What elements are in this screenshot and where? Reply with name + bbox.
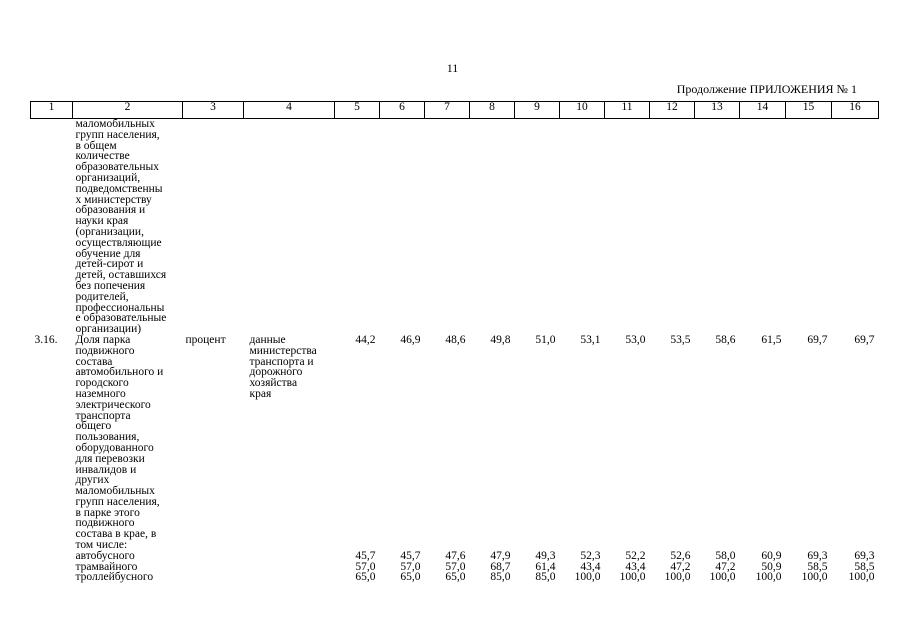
value-cell: 61,5 bbox=[761, 333, 782, 346]
value-cell: 49,3 bbox=[535, 549, 556, 562]
text-line: детей-сирот и bbox=[75, 258, 144, 271]
continuation-row bbox=[31, 119, 879, 335]
text-line: хозяйства bbox=[249, 377, 298, 390]
text-line: обучение для bbox=[75, 247, 141, 260]
value-cell: 49,8 bbox=[490, 333, 511, 346]
text-line: края bbox=[249, 387, 272, 400]
text-line: транспорта bbox=[75, 409, 131, 422]
value-cell: 47,6 bbox=[445, 549, 466, 562]
value-cell: 100,0 bbox=[801, 571, 828, 584]
value-cell: 100,0 bbox=[619, 571, 646, 584]
text-line: автомобильного и bbox=[75, 366, 164, 379]
header-cell: 2 bbox=[73, 102, 183, 119]
value-cell: 85,0 bbox=[535, 571, 556, 584]
header-cell: 12 bbox=[650, 102, 695, 119]
header-cell: 7 bbox=[425, 102, 470, 119]
header-cell: 4 bbox=[244, 102, 335, 119]
text-line: е образовательные bbox=[75, 312, 167, 325]
value-cell: 58,0 bbox=[715, 549, 736, 562]
value-cell: 57,0 bbox=[355, 560, 376, 573]
text-line: наземного bbox=[75, 387, 126, 400]
indicator-number: 3.16. bbox=[34, 333, 58, 346]
value-cell: 52,6 bbox=[670, 549, 691, 562]
text-line: количестве bbox=[75, 150, 130, 163]
value-cell: 100,0 bbox=[848, 571, 875, 584]
value-cell: 68,7 bbox=[490, 560, 511, 573]
text-line: министерства bbox=[249, 344, 317, 357]
value-cell: 47,2 bbox=[670, 560, 691, 573]
text-line: Доля парка bbox=[75, 333, 131, 346]
value-cell: 65,0 bbox=[355, 571, 376, 584]
subrow-label: трамвайного bbox=[75, 560, 138, 573]
text-line: образования и bbox=[75, 204, 146, 217]
value-cell: 48,6 bbox=[445, 333, 466, 346]
value-cell: 45,7 bbox=[355, 549, 376, 562]
text-line: транспорта и bbox=[249, 355, 314, 368]
text-line: подвижного bbox=[75, 344, 135, 357]
subrow-trolleybus bbox=[31, 572, 879, 583]
text-line: состава bbox=[75, 355, 113, 368]
appendix-continuation-note: Продолжение ПРИЛОЖЕНИЯ № 1 bbox=[676, 82, 857, 96]
value-cell: 45,7 bbox=[400, 549, 421, 562]
value-cell: 50,9 bbox=[761, 560, 782, 573]
text-line: состава в крае, в bbox=[75, 528, 157, 541]
continuation-description bbox=[73, 119, 183, 335]
header-cell: 10 bbox=[560, 102, 605, 119]
value-cell: 61,4 bbox=[535, 560, 556, 573]
header-cell: 11 bbox=[605, 102, 650, 119]
value-cell: 100,0 bbox=[664, 571, 691, 584]
value-cell: 58,5 bbox=[807, 560, 828, 573]
text-line: (организации, bbox=[75, 225, 144, 238]
text-line: организаций, bbox=[75, 171, 141, 184]
text-line: без попечения bbox=[75, 279, 146, 292]
value-cell: 44,2 bbox=[355, 333, 376, 346]
header-cell: 15 bbox=[786, 102, 832, 119]
text-line: групп населения, bbox=[75, 495, 160, 508]
text-line: дорожного bbox=[249, 366, 303, 379]
value-cell: 43,4 bbox=[625, 560, 646, 573]
text-line: других bbox=[75, 474, 110, 487]
text-line: науки края bbox=[75, 215, 129, 228]
value-cell: 65,0 bbox=[445, 571, 466, 584]
value-cell: 53,1 bbox=[580, 333, 601, 346]
text-line: в парке этого bbox=[75, 506, 140, 519]
text-line: х министерству bbox=[75, 193, 152, 206]
header-cell: 1 bbox=[31, 102, 73, 119]
indicator-description bbox=[73, 335, 183, 551]
text-line: для перевозки bbox=[75, 452, 145, 465]
value-cell: 85,0 bbox=[490, 571, 511, 584]
subrow-label: автобусного bbox=[75, 549, 135, 562]
column-number-header-row bbox=[31, 102, 879, 119]
text-line: организации) bbox=[75, 323, 142, 336]
value-cell: 69,7 bbox=[854, 333, 875, 346]
value-cell: 69,3 bbox=[854, 549, 875, 562]
header-cell: 13 bbox=[695, 102, 740, 119]
value-cell: 58,5 bbox=[854, 560, 875, 573]
indicator-table bbox=[30, 101, 879, 583]
text-line: городского bbox=[75, 377, 129, 390]
value-cell: 57,0 bbox=[445, 560, 466, 573]
value-cell: 51,0 bbox=[535, 333, 556, 346]
indicator-source bbox=[244, 335, 335, 551]
text-line: электрического bbox=[75, 398, 151, 411]
value-cell: 100,0 bbox=[709, 571, 736, 584]
value-cell: 46,9 bbox=[400, 333, 421, 346]
value-cell: 47,9 bbox=[490, 549, 511, 562]
header-cell: 6 bbox=[380, 102, 425, 119]
text-line: общего bbox=[75, 420, 112, 433]
subrow-label: троллейбусного bbox=[75, 571, 154, 584]
text-line: осуществляющие bbox=[75, 236, 162, 249]
value-cell: 53,0 bbox=[625, 333, 646, 346]
text-line: маломобильных bbox=[75, 485, 155, 498]
text-line: маломобильных bbox=[75, 118, 155, 130]
value-cell: 47,2 bbox=[715, 560, 736, 573]
text-line: данные bbox=[249, 333, 286, 346]
value-cell: 43,4 bbox=[580, 560, 601, 573]
header-cell: 14 bbox=[740, 102, 786, 119]
header-cell: 9 bbox=[515, 102, 560, 119]
value-cell: 58,6 bbox=[715, 333, 736, 346]
text-line: пользования, bbox=[75, 431, 140, 444]
text-line: оборудованного bbox=[75, 441, 154, 454]
header-cell: 16 bbox=[832, 102, 879, 119]
text-line: детей, оставшихся bbox=[75, 269, 167, 282]
text-line: профессиональны bbox=[75, 301, 165, 314]
text-line: подвижного bbox=[75, 517, 135, 530]
value-cell: 100,0 bbox=[574, 571, 601, 584]
indicator-unit: процент bbox=[185, 333, 226, 346]
header-cell: 5 bbox=[335, 102, 380, 119]
text-line: том числе: bbox=[75, 539, 128, 552]
text-line: подведомственны bbox=[75, 182, 163, 195]
text-line: в общем bbox=[75, 139, 117, 152]
indicator-row bbox=[31, 335, 879, 551]
text-line: образовательных bbox=[75, 161, 160, 174]
value-cell: 60,9 bbox=[761, 549, 782, 562]
header-cell: 3 bbox=[183, 102, 244, 119]
page-number: 11 bbox=[446, 61, 459, 75]
value-cell: 53,5 bbox=[670, 333, 691, 346]
value-cell: 52,3 bbox=[580, 549, 601, 562]
header-cell: 8 bbox=[470, 102, 515, 119]
value-cell: 57,0 bbox=[400, 560, 421, 573]
value-cell: 69,7 bbox=[807, 333, 828, 346]
value-cell: 65,0 bbox=[400, 571, 421, 584]
text-line: родителей, bbox=[75, 290, 129, 303]
text-line: инвалидов и bbox=[75, 463, 137, 476]
value-cell: 69,3 bbox=[807, 549, 828, 562]
value-cell: 100,0 bbox=[755, 571, 782, 584]
text-line: групп населения, bbox=[75, 128, 160, 141]
value-cell: 52,2 bbox=[625, 549, 646, 562]
